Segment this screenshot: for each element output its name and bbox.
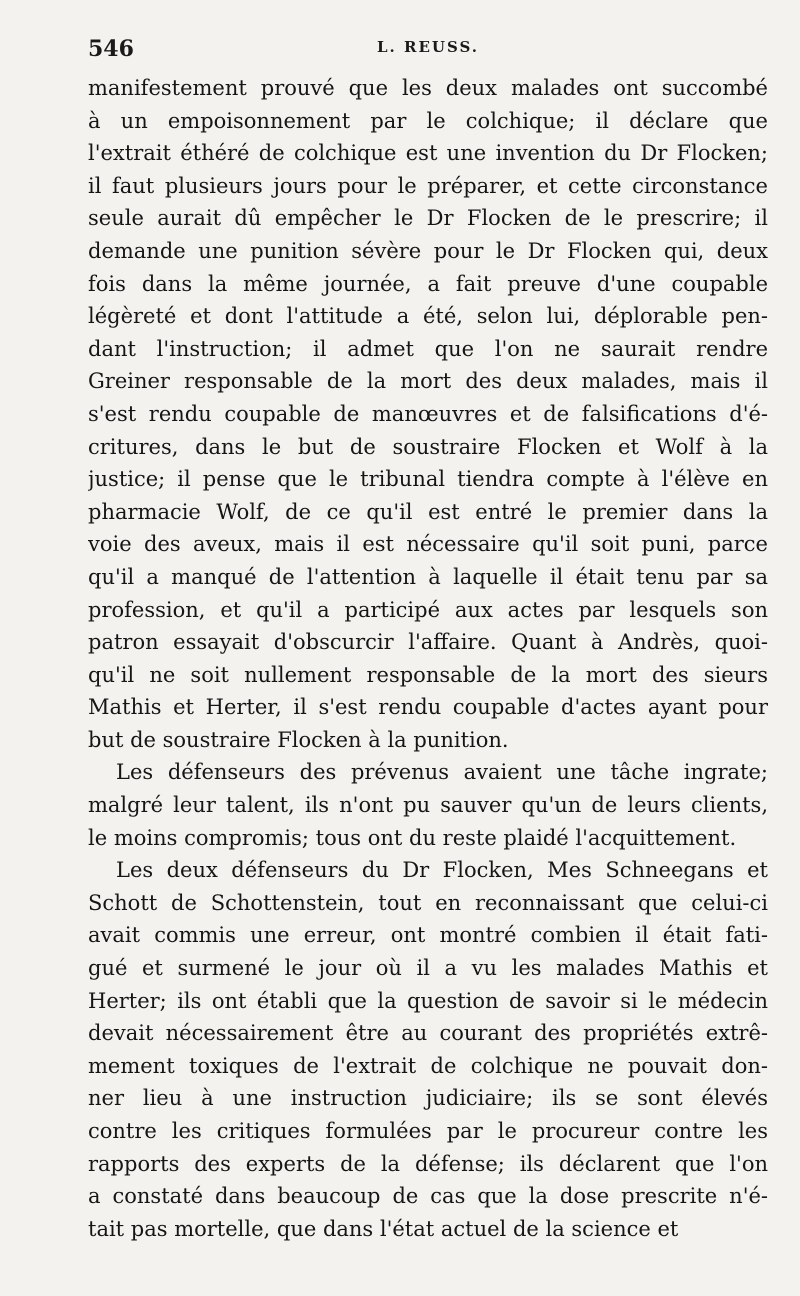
text-line: Mathis et Herter, il s'est rendu coupable d'actes ayant pour [88,695,768,720]
text-line: fois dans la même journée, a fait preuve d'une coupable [88,271,768,296]
text-line: critures, dans le but de soustraire Flocken et Wolf à la [88,434,768,459]
text-line: voie des aveux, mais il est nécessaire qu'il soit puni, parce [88,532,768,557]
paragraph [88,72,768,756]
text-line: s'est rendu coupable de manœuvres et de falsifications d'é- [88,401,768,426]
text-line: il faut plusieurs jours pour le préparer, et cette circonstance [88,173,768,198]
text-line: le moins compromis; tous ont du reste plaidé l'acquittement. [88,825,737,850]
paragraph [88,756,768,854]
text-line: malgré leur talent, ils n'ont pu sauver qu'un de leurs clients, [88,793,768,818]
text-line: devait nécessairement être au courant des propriétés extrê- [88,1021,768,1046]
text-line: contre les critiques formulées par le procureur contre les [88,1119,768,1143]
text-line: justice; il pense que le tribunal tiendra compte à l'élève en [88,467,768,492]
body-text [88,72,768,1245]
text-line: qu'il a manqué de l'attention à laquelle il était tenu par sa [88,564,768,589]
text-line: demande une punition sévère pour le Dr Flocken qui, deux [88,238,768,263]
text-line: pharmacie Wolf, de ce qu'il est entré le premier dans la [88,499,768,524]
text-line: à un empoisonnement par le colchique; il déclare que [88,108,768,133]
text-line: Schott de Schottenstein, tout en reconnaissant que celui-ci [88,890,768,915]
text-line: Les défenseurs des prévenus avaient une tâche ingrate; [116,760,768,785]
text-line: but de soustraire Flocken à la punition. [88,727,509,752]
text-line: Herter; ils ont établi que la question de savoir si le médecin [88,988,768,1013]
running-head: L. REUSS. [377,38,479,56]
page-number: 546 [88,36,134,62]
text-line: manifestement prouvé que les deux malades ont succombé [88,76,768,100]
text-line: ner lieu à une instruction judiciaire; ils se sont élevés [88,1086,768,1111]
text-line: profession, et qu'il a participé aux actes par lesquels son [88,597,768,622]
text-line: légèreté et dont l'attitude a été, selon lui, déplorable pen- [88,304,768,329]
text-line: tait pas mortelle, que dans l'état actuel de la science et [88,1216,679,1241]
text-line: rapports des experts de la défense; ils déclarent que l'on [88,1151,768,1176]
text-line: avait commis une erreur, ont montré combien il était fati- [88,923,768,948]
text-line: qu'il ne soit nullement responsable de la mort des sieurs [88,662,768,687]
text-line: Greiner responsable de la mort des deux malades, mais il [88,369,768,394]
text-line: dant l'instruction; il admet que l'on ne saurait rendre [88,336,768,361]
text-line: Les deux défenseurs du Dr Flocken, Mes Schneegans et [116,858,768,883]
paragraph [88,854,768,1245]
text-line: a constaté dans beaucoup de cas que la dose prescrite n'é- [88,1184,768,1209]
page-header [88,36,768,66]
text-line: l'extrait éthéré de colchique est une invention du Dr Flocken; [88,141,768,166]
text-line: mement toxiques de l'extrait de colchique ne pouvait don- [88,1053,768,1078]
text-line: gué et surmené le jour où il a vu les malades Mathis et [88,956,768,981]
text-line: patron essayait d'obscurcir l'affaire. Quant à Andrès, quoi- [88,630,768,655]
text-line: seule aurait dû empêcher le Dr Flocken de le prescrire; il [88,206,768,231]
